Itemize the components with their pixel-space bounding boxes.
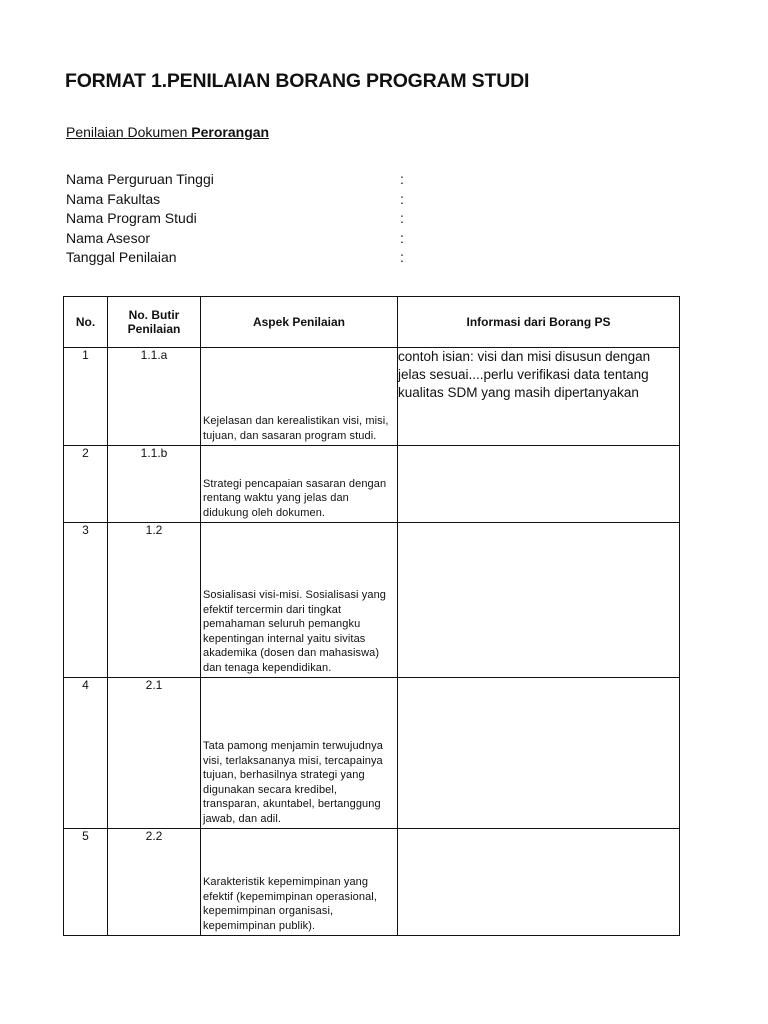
header-butir — [108, 297, 201, 348]
row-aspek-text: Sosialisasi visi-misi. Sosialisasi yang efektif tercermin dari tingkat pemahaman seluruh pemangku kepentingan internal yaitu sivitas akademika (dosen dan mahasiswa) dan tenaga kependidikan. — [203, 589, 387, 674]
document-title: FORMAT 1.PENILAIAN BORANG PROGRAM STUDI — [65, 70, 530, 92]
row-info[interactable] — [398, 446, 680, 523]
header-butir-line2: Penilaian — [127, 322, 181, 336]
row-butir: 1.2 — [108, 523, 201, 678]
identity-field-label: Nama Program Studi — [66, 210, 197, 226]
row-aspek — [201, 829, 398, 936]
identity-field-program-studi — [66, 209, 426, 229]
row-number: 2 — [64, 446, 108, 523]
table-row — [64, 829, 680, 936]
row-aspek — [201, 348, 398, 446]
subtitle-prefix: Penilaian Dokumen — [66, 124, 192, 140]
row-butir: 1.1.b — [108, 446, 201, 523]
identity-field-fakultas — [66, 190, 426, 210]
identity-field-colon: : — [400, 210, 404, 226]
row-aspek-text: Karakteristik kepemimpinan yang efektif (kepemimpinan operasional, kepemimpinan organisasi, kepemimpinan publik). — [203, 876, 377, 932]
table-row — [64, 678, 680, 829]
header-butir-line1: No. Butir — [128, 308, 180, 322]
row-number: 5 — [64, 829, 108, 936]
identity-field-asesor — [66, 229, 426, 249]
identity-field-colon: : — [400, 190, 404, 207]
identity-field-colon: : — [400, 229, 404, 246]
row-butir: 1.1.a — [108, 348, 201, 446]
row-info[interactable] — [398, 678, 680, 829]
header-no: No. — [64, 297, 108, 348]
table-header-row — [64, 297, 680, 348]
identity-field-colon: : — [400, 249, 404, 265]
table-row — [64, 446, 680, 523]
row-number: 3 — [64, 523, 108, 678]
row-aspek — [201, 446, 398, 523]
identity-field-label: Nama Fakultas — [66, 190, 161, 207]
row-info[interactable] — [398, 829, 680, 936]
row-aspek-text: Kejelasan dan kerealistikan visi, misi, tujuan, dan sasaran program studi. — [203, 415, 389, 442]
identity-field-perguruan-tinggi — [66, 170, 426, 190]
document-subtitle — [66, 124, 269, 140]
row-info[interactable] — [398, 523, 680, 678]
identity-field-label: Tanggal Penilaian — [66, 249, 177, 265]
table-row — [64, 523, 680, 678]
header-info: Informasi dari Borang PS — [398, 297, 680, 348]
row-number: 1 — [64, 348, 108, 446]
row-aspek-text: Strategi pencapaian sasaran dengan rentang waktu yang jelas dan didukung oleh dokumen. — [203, 477, 387, 519]
assessment-table — [63, 296, 680, 936]
row-aspek — [201, 523, 398, 678]
identity-field-label: Nama Perguruan Tinggi — [66, 171, 214, 187]
identity-field-tanggal — [66, 248, 426, 268]
row-butir: 2.2 — [108, 829, 201, 936]
row-info[interactable]: contoh isian: visi dan misi disusun dengan jelas sesuai....perlu verifikasi data tentang kualitas SDM yang masih dipertanyakan — [398, 348, 680, 446]
row-aspek — [201, 678, 398, 829]
identity-field-label: Nama Asesor — [66, 229, 151, 246]
row-number: 4 — [64, 678, 108, 829]
row-butir: 2.1 — [108, 678, 201, 829]
identity-fields — [66, 170, 426, 268]
identity-field-colon: : — [400, 171, 404, 187]
subtitle-bold: Perorangan — [191, 124, 270, 140]
table-row — [64, 348, 680, 446]
row-aspek-text: Tata pamong menjamin terwujudnya visi, terlaksananya misi, tercapainya tujuan, berhasilnya strategi yang digunakan secara kredibel, transparan, akuntabel, bertanggung jawab, dan adil. — [203, 740, 383, 825]
header-aspek: Aspek Penilaian — [201, 297, 398, 348]
